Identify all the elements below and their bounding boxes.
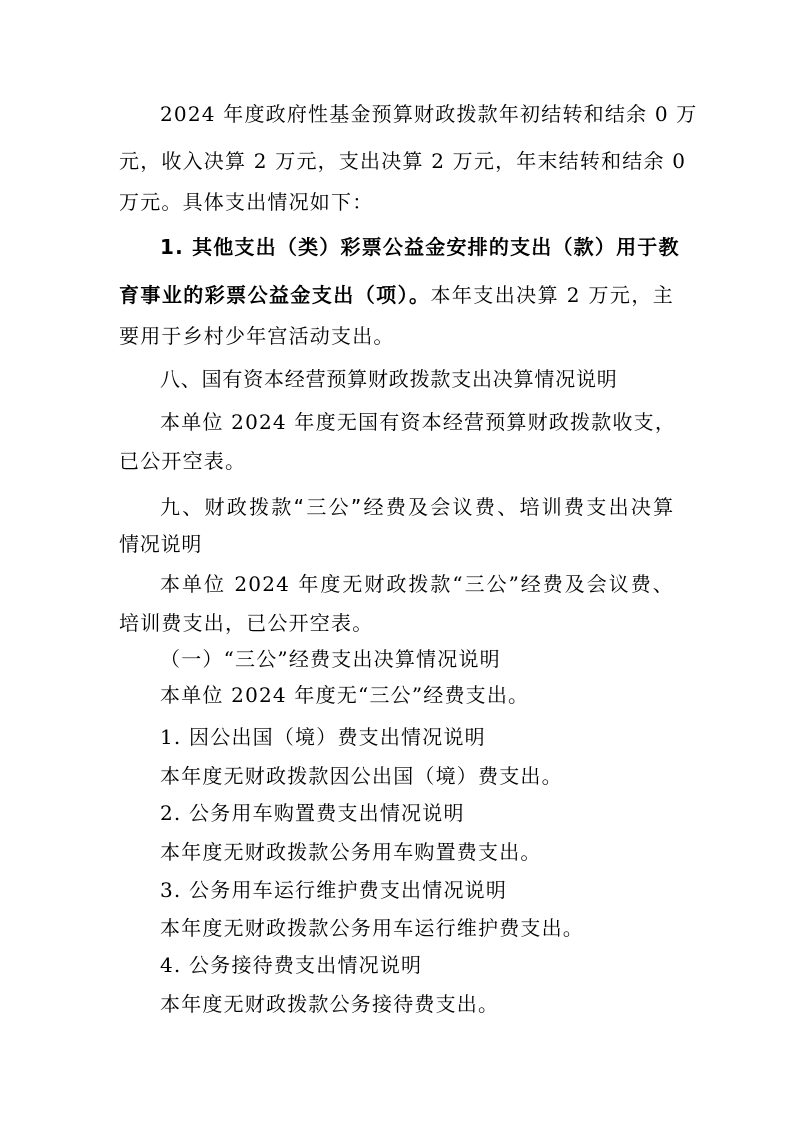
para-gov-fund-line-3: 万元。具体支出情况如下：	[119, 190, 374, 214]
item-4-body: 本年度无财政拨款公务接待费支出。	[160, 992, 500, 1016]
section-9-body-line-1: 本单位 2024 年度无财政拨款“三公”经费及会议费、	[160, 572, 674, 596]
subsection-1-body: 本单位 2024 年度无“三公”经费支出。	[160, 683, 530, 707]
item-2-body: 本年度无财政拨款公务用车购置费支出。	[160, 840, 542, 864]
item-3-body: 本年度无财政拨款公务用车运行维护费支出。	[160, 916, 584, 940]
section-8-body-line-1: 本单位 2024 年度无国有资本经营预算财政拨款收支，	[160, 410, 677, 434]
item-1-heading: 1. 因公出国（境）费支出情况说明	[160, 725, 486, 749]
section-9-heading-line-2: 情况说明	[119, 532, 203, 556]
item-lottery-line-1: 1. 其他支出（类）彩票公益金安排的支出（款）用于教	[160, 235, 680, 259]
subsection-1-heading: （一）“三公”经费支出决算情况说明	[160, 647, 501, 671]
para-gov-fund-line-1: 2024 年度政府性基金预算财政拨款年初结转和结余 0 万	[160, 102, 698, 126]
item-3-heading: 3. 公务用车运行维护费支出情况说明	[160, 878, 508, 902]
section-9-body-line-2: 培训费支出，已公开空表。	[119, 611, 374, 635]
item-1-body: 本年度无财政拨款因公出国（境）费支出。	[160, 764, 563, 788]
item-2-heading: 2. 公务用车购置费支出情况说明	[160, 801, 465, 825]
section-9-heading-line-1: 九、财政拨款“三公”经费及会议费、培训费支出决算	[160, 495, 674, 519]
section-8-heading: 八、国有资本经营预算财政拨款支出决算情况说明	[160, 367, 618, 391]
item-4-heading: 4. 公务接待费支出情况说明	[160, 953, 423, 977]
item-lottery-line-2: 育事业的彩票公益金支出（项）。本年支出决算 2 万元，主	[119, 283, 674, 307]
item-lottery-line-3: 要用于乡村少年宫活动支出。	[119, 324, 395, 348]
section-8-body-line-2: 已公开空表。	[119, 449, 247, 473]
para-gov-fund-line-2: 元，收入决算 2 万元，支出决算 2 万元，年末结转和结余 0	[119, 149, 687, 173]
